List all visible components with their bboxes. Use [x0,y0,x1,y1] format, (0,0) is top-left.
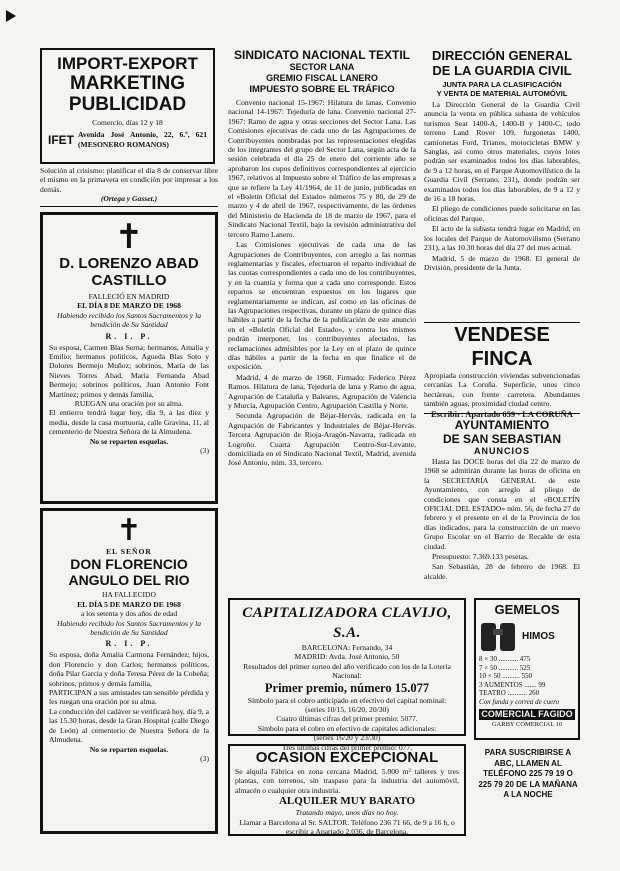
gemelos-shop: COMERCIAL FAGIDO [479,709,575,720]
sansebastian-title1: AYUNTAMIENTO [454,418,550,432]
guardia-body2: El pliego de condiciones puede solicitarse en las oficinas del Parque. [424,204,580,223]
clavijo-line3: Cuatro últimas cifras del primer premio: 5077. [276,714,418,724]
clavijo-madrid: MADRID: Avda. José Antonio, 50 [294,652,400,662]
clavijo-line6: Tres últimas cifras del primer premio: 077. [281,742,413,752]
obit1-funeral: El entierro tendrá lugar hoy, día 9, a las diez y media, desde la casa mortuoria, calle Gravina, 11, al cementerio de Nuestra Señora de la Almudena. [49,408,209,437]
clavijo-results: Resultados del primer sorteo del año verificado con los de la Lotería Nacional: [243,661,451,681]
ad-capitalizadora-clavijo [228,598,466,752]
obit2-sacraments: Habiendo recibido los Santos Sacramentos y la bendición de Su Santidad [57,618,201,638]
obit1-name: D. LORENZO ABAD CASTILLO [59,255,199,289]
guardia-sub1: JUNTA PARA LA CLASIFICACIÓN [442,80,562,89]
obit2-rip: R. I. P. [105,639,153,649]
obit2-name: DON FLORENCIO ANGULO DEL RIO [68,556,190,589]
textil-sector: SECTOR LANA [289,62,355,72]
guardia-signoff: Madrid, 5 de marzo de 1968. El general de División, presidente de la Junta. [424,253,580,272]
notice-guardia-civil [424,48,580,318]
obit2-participan: PARTICIPAN a sus amistades tan sensible pérdida y les ruegan una oración por su alma. [49,688,209,707]
clavijo-line2: (series 10/15, 16/20, 20/30) [305,705,389,715]
gemelos-price: TEATRO ........... 260 [479,689,540,698]
textil-body1: Convenio nacional 15-1967: Hilatura de lanas. Convenio nacional 14-1967: Tejeduría de lana. Convenio nacional 27-1967: Ramo de agua y otras secciones del Sector Lana. Las Comisiones ejecutivas de cada uno de las Agrupaciones de Contribuyentes nombradas por las representaciones elegidas de los integrantes del grupo del Sector Lana, según acta de la sesión celebrada el día 25 de enero del corriente año se aprobaron los cupos definitivos correspondientes al ejercicio 1967, relativos al Impuesto sobre el Tráfico de las empresas a que se refiere la Ley 41/1964, de 11 de junio, publicadas en el «Boletín Oficial del Estado» números 75 y 80, de 29 de marzo y 4 de abril de 1967, respectivamente, de las órdenes del Ministerio de Hacienda de 18 de marzo de 1967, para el Sindicato Nacional Textil, bajo la revisión administrativa del tercero Ramo Lanero. [228,98,416,239]
obit2-title: EL SEÑOR [106,547,152,556]
guardia-body3: El acto de la subasta tendrá lugar en Madrid, en los locales del Parque de Automovilismo (Serrano 231), a las 10.30 horas del día 27 del mes actual. [424,224,580,253]
guardia-title2: DE LA GUARDIA CIVIL [432,63,572,78]
finca-title: VENDESE FINCA [454,324,550,370]
obit2-ref: (3) [200,753,209,763]
finca-contact: Escribir: Apartado 659 - LA CORUÑA [431,408,573,419]
ie-line2: MARKETING [69,73,186,94]
gemelos-note: Con funda y correa de cuero [479,697,560,706]
ie-line1: IMPORT-EXPORT [57,54,198,73]
guardia-body1: La Dirección General de la Guardia Civil anuncia la venta en pública subasta de vehículos turismos Seat 1400-A, 1400-B y 1400-C, todo terreno Land Rover 109, furgonetas 1400, camionetas Ford, Trianes, motocicletas BMW y Sanglas, así como otros materiales, cuyos lotes podrán ser examinados todos los días laborables, de 9 a 12 horas, en el Parque Automovilístico de la Guardia Civil (Serrano, 231), donde podrán ser examinados todos los días laborables, de 9 a 12 y de 16 a 18 horas. [424,100,580,204]
ie-hours: Comercio, días 12 y 18 [92,118,163,127]
sansebastian-budget: Presupuesto: 7.369.133 pesetas. [432,552,529,562]
obit1-sacraments: Habiendo recibido los Santos Sacramentos y la bendición de Su Santidad [57,310,201,330]
quote-text: Solución al crisismo: planificar el día 8 de conservar libre el mismo en la primavera en condición por impresar a los demás. [40,166,218,194]
sansebastian-anuncios: ANUNCIOS [473,446,530,456]
obit2-date: EL DÍA 5 DE MARZO DE 1968 [77,599,181,609]
gemelos-price: 10 × 50 .......... 550 [479,672,532,681]
ocasion-body: Se alquila Fábrica en zona cercana Madrid, 5.000 m² talleres y tres plantas, con terrenos, sin traspaso para la industria del automóvil, almacén o cualquier otra industria. [235,767,459,795]
ad-ocasion-excepcional [228,744,466,836]
obit1-family: Su esposa, Carmen Blas Serna; hermanos, Amalia y Emilio; hermanos políticos, Agueda Blas Soto y Dolores Bermejo Muñoz; sobrinos, María de las Nieves Torres Abad, María Fernanda Abad Bermejo; sobrinos políticos, Juan Antonio Font Martínez; primos y demás familia, [49,342,209,399]
page-corner-arrow-icon [6,10,16,22]
gemelos-price: 8 × 30 ........... 475 [479,655,531,663]
ad-import-export [40,48,215,164]
cross-icon: ✝ [116,513,142,548]
cross-icon: ✝ [114,217,144,257]
ie-address: Avenida José Antonio, 22, 6.º, 621 (MESONERO ROMANOS) [78,130,207,149]
ocasion-title: OCASION EXCEPCIONAL [255,749,439,766]
clavijo-line5: (series 16/20 y 23/30) [313,733,381,743]
quote-author: (Ortega y Gasset.) [100,194,158,204]
gemelos-address: GARBY COMERCIAL 10 [491,720,563,728]
ad-gemelos [474,598,580,740]
textil-body4: Secunda Agrupación de Béjar-Hervás, radicada en la Agrupación de Fabricantes y Industriales de Béjar-Hervás. Tercera Agrupación de Rioja-Aragón-Navarra, radicada en Logroño. Cuarta Agrupación Centro-Sur-Levante, domiciliada en el Sindicato Nacional Textil, Madrid, avenida José Antonio, núm. 33, tercero. [228,411,416,468]
ie-brand: IFET [48,132,74,147]
textil-gremio: GREMIO FISCAL LANERO [266,73,378,83]
clavijo-logo: CAPITALIZADORA CLAVIJO, S.A. [242,605,452,641]
binoculars-icon [479,619,519,655]
guardia-title1: DIRECCIÓN GENERAL [431,48,573,63]
ad-suscripciones: PARA SUSCRIBIRSE A ABC, LLAMEN AL TELÉFONO 225 79 19 O 225 79 20 DE LA MAÑANA A LA NOCHE [478,748,578,799]
ocasion-headline: ALQUILER MUY BARATO [278,795,416,808]
finca-body: Apropiada construcción viviendas subvencionadas cercanías La Coruña. Superficie, unos cinco hectáreas, con frente carretera. Abundantes también aguas, proximidad ciudad centro. [424,371,580,409]
obituary-abad [40,212,218,504]
obit2-funeral: La conducción del cadáver se verificará hoy, día 9, a las 15.30 horas, desde la Gran Hospital (calle Diego de León) al cementerio de Nuestra Señora de la Almudena. [49,706,209,745]
clavijo-prize: Primer premio, número 15.077 [264,680,430,695]
obit1-died: FALLECIÓ EN MADRID [88,292,170,301]
guardia-sub2: Y VENTA DE MATERIAL AUTOMÓVIL [436,89,568,98]
obit2-no-cards: No se reparten esquelas. [89,744,169,754]
textil-impuesto: IMPUESTO SOBRE EL TRÁFICO [249,84,395,95]
notice-sindicato-textil [228,48,416,593]
obit1-date: EL DÍA 8 DE MARZO DE 1968 [77,301,181,311]
sansebastian-title2: DE SAN SEBASTIAN [442,432,561,446]
gemelos-price: 7 × 50 ........... 525 [479,663,531,672]
obit2-died: HA FALLECIDO [101,590,157,600]
textil-title: SINDICATO NACIONAL TEXTIL [233,48,410,62]
ie-line3: PUBLICIDAD [68,94,187,115]
ocasion-sub: Tratando mayo, unos días no hoy. [295,808,399,818]
clavijo-line4: Símbolo para el cobro en efectivo de capitales adicionales: [257,723,437,733]
clavijo-line1: Símbolo para el cobro anticipado en efectivo del capital nominal: [247,695,447,705]
obit1-rip: R. I. P. [105,331,153,341]
notice-san-sebastian [424,418,580,582]
obituary-angulo [40,508,218,834]
obit1-ref: (3) [200,446,209,456]
gemelos-title: GEMELOS [494,602,560,617]
textil-body2: Las Comisiones ejecutivas de cada una de las Agrupaciones de Contribuyentes, con arreglo a las normas reglamentarias y fiscales, efectuaron el reparto individual de las cuotas correspondientes a cada uno de los contribuyentes, y en la cuantía y forma que a cada uno corresponde. Estos repartos se encuentran expuestos en los lugares que reglamentariamente se indican, así como en las oficinas de las Agrupaciones respectivas, durante un plazo de quince días hábiles a partir de la fecha de la publicación de este anuncio en el «Boletín Oficial del Estado», y contra los mismos podrán interponer, los contribuyentes afectados, las reclamaciones admisibles por la Ley en el plazo de quince días hábiles a partir de la fecha en que finalice el de exposición. [228,240,416,372]
quote-box [40,166,218,207]
gemelos-brand: HIMOS [522,631,555,642]
clavijo-barcelona: BARCELONA: Fernando, 34 [301,643,393,652]
obit2-age: a los setenta y dos años de edad [80,609,178,619]
obit1-ruegan: RUEGAN una oración por su alma. [74,399,184,409]
ad-vendese-finca [424,322,580,419]
textil-body3: Madrid, 4 de marzo de 1968. Firmado: Federico Pérez Ramos. Hilatura de lana, Tejeduría de lana y Ramo de agua, Agrupación de Cataluña y Baleares, Agrupación de Valencia y Murcia, Agrupación Centro, Agrupación Castilla y Norte. [228,372,416,410]
obit2-family: Su esposa, doña Amalia Carmona Fernández; hijos, don Florencio y don Carlos; hermanos políticos, doña Pilar Garcia y doña Teresa Pérez de la Cobeña; sobrinos, primos y demás familia, [49,650,209,688]
sansebastian-body: Hasta las DOCE horas del día 22 de marzo de 1968 se admitirán durante las horas de oficina en la SECRETARÍA GENERAL de este Ayuntamiento, con arreglo al pliego de condiciones que consta en el «BOLETÍN OFICIAL DEL ESTADO» núm. 56, de fecha 27 de febrero y el presente en el de la Provincia de los días indicados, para la construcción de un nuevo Grupo Escolar en el Barrio de Recalde de esta ciudad. [424,457,580,551]
sansebastian-signoff: San Sebastián, 28 de febrero de 1968. El alcalde. [424,562,580,581]
gemelos-price: 3 AUMENTOS ....... 99 [479,680,546,689]
ocasion-contact: Llamar a Barcelona al Sr. SALTOR. Teléfono 236 71 66, de 9 a 16 h, o escribir a Apartado 2.036, de Barcelona. [239,817,455,837]
obit1-no-cards: No se reparten esquelas. [89,436,169,446]
